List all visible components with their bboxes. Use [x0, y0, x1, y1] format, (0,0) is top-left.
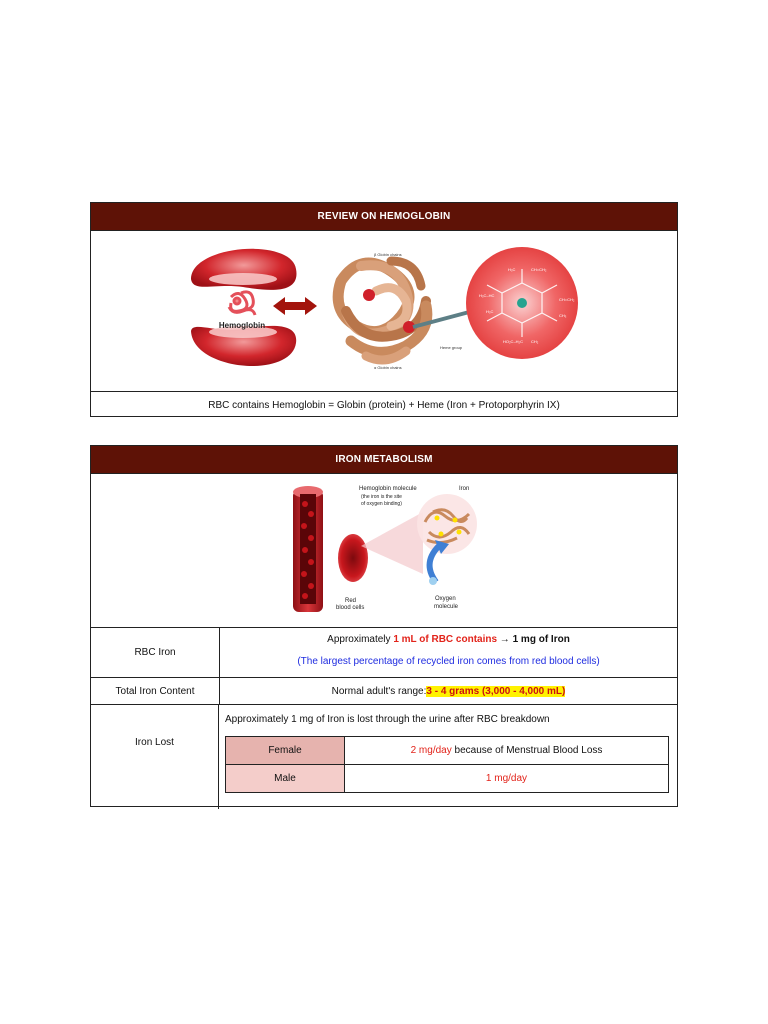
heme-group-label: Heme group: [440, 345, 463, 350]
hemoglobin-illustration: [91, 231, 677, 391]
oxygen-label-2: molecule: [434, 604, 459, 610]
hemoglobin-section: [90, 202, 678, 417]
rbc-iron-line1-pre: Approximately: [327, 634, 394, 645]
binding-site-label-1: (the iron is the site: [361, 494, 402, 500]
rbc-iron-label: RBC Iron: [91, 628, 220, 677]
svg-text:H₃C: H₃C: [508, 267, 516, 272]
iron-metabolism-title: IRON METABOLISM: [91, 446, 677, 474]
male-value: 1 mg/day: [345, 765, 669, 793]
hemoglobin-section-title: REVIEW ON HEMOGLOBIN: [91, 203, 677, 231]
iron-lost-value: [219, 705, 677, 809]
hemoglobin-label: Hemoglobin: [218, 321, 266, 330]
small-hemoglobin-icon: [229, 292, 255, 315]
oxygen-molecule-icon: [429, 577, 437, 585]
svg-text:H₃C–HC: H₃C–HC: [479, 293, 495, 298]
female-value: [345, 737, 669, 765]
total-iron-pre: Normal adult's range:: [331, 685, 427, 697]
rbc-iron-row: [91, 627, 677, 677]
iron-lost-intro: Approximately 1 mg of Iron is lost through the urine after RBC breakdown: [225, 714, 550, 725]
svg-text:CH=CH₂: CH=CH₂: [559, 297, 575, 302]
iron-figure: [91, 474, 677, 627]
alpha-globin-label: α Globin chains: [374, 365, 402, 370]
oxygen-label-1: Oxygen: [435, 596, 456, 602]
svg-text:CH₂: CH₂: [531, 339, 539, 344]
rbc-label-2: blood cells: [336, 605, 365, 611]
heme-molecule-shape: [466, 247, 578, 359]
rbc-iron-value: [220, 628, 677, 677]
beta-globin-label: β Globin chains: [374, 252, 402, 257]
rbc-iron-line1-red: 1 mL of RBC contains: [393, 634, 498, 645]
double-arrow-icon: [273, 297, 317, 315]
rbc-iron-line2: (The largest percentage of recycled iron comes from red blood cells): [297, 656, 600, 667]
female-value-red: 2 mg/day: [410, 745, 452, 756]
iron-metabolism-section: [90, 445, 678, 807]
iron-lost-row: [91, 704, 677, 809]
rbc-label-1: Red: [345, 598, 357, 604]
male-label: Male: [226, 765, 345, 793]
blood-vessel-shape: [293, 486, 323, 612]
iron-lost-label: Iron Lost: [91, 705, 219, 809]
total-iron-value: [220, 678, 677, 704]
total-iron-label: Total Iron Content: [91, 678, 220, 704]
rbc-iron-line1-post: → 1 mg of Iron: [497, 634, 570, 645]
iron-lost-table: [225, 736, 669, 793]
iron-label: Iron: [459, 486, 470, 492]
total-iron-highlight: 3 - 4 grams (3,000 - 4,000 mL): [426, 685, 566, 697]
hemoglobin-caption: RBC contains Hemoglobin = Globin (protein) + Heme (Iron + Protoporphyrin IX): [91, 391, 677, 418]
male-row: [226, 765, 669, 793]
female-label: Female: [226, 737, 345, 765]
svg-text:HO₂C–H₂C: HO₂C–H₂C: [503, 339, 523, 344]
female-row: [226, 737, 669, 765]
svg-text:H₃C: H₃C: [486, 309, 494, 314]
total-iron-row: [91, 677, 677, 704]
globin-chains-shape: [338, 261, 427, 360]
zoom-cone-shape: [361, 512, 423, 574]
female-value-rest: because of Menstrual Blood Loss: [451, 745, 603, 756]
iron-illustration: [91, 474, 677, 627]
binding-site-label-2: of oxygen binding): [361, 501, 402, 507]
hemoglobin-figure: [91, 231, 677, 391]
hemoglobin-molecule-label: Hemoglobin molecule: [359, 486, 417, 492]
rbc-iron-line1: [220, 634, 677, 645]
svg-text:CH₃: CH₃: [559, 313, 567, 318]
red-blood-cell-shape: [338, 534, 368, 582]
svg-text:CH=CH₂: CH=CH₂: [531, 267, 547, 272]
